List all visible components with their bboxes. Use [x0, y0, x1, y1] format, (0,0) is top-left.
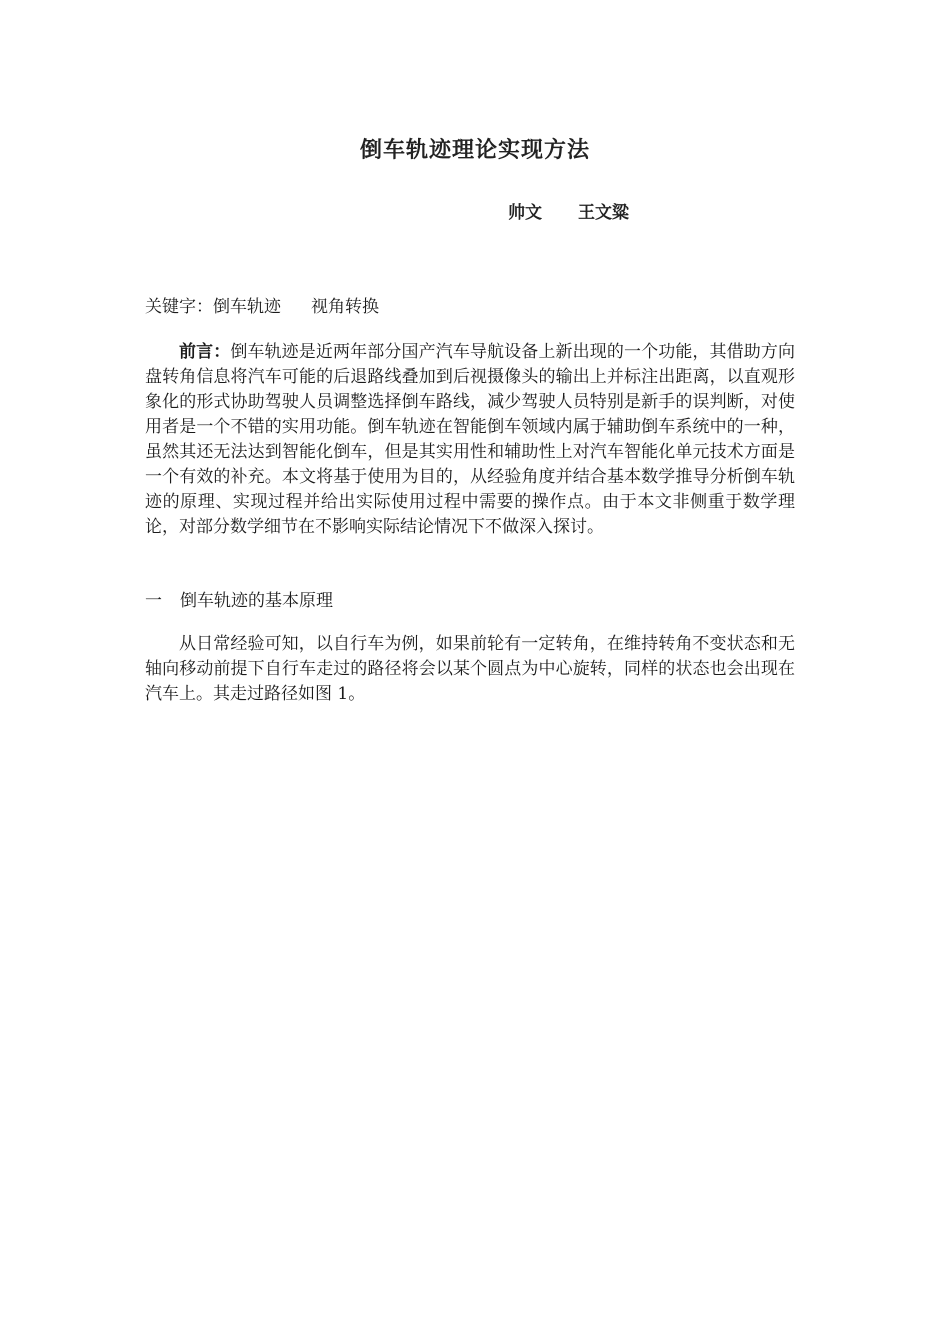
document-title: 倒车轨迹理论实现方法 — [359, 137, 590, 163]
preface-text: 倒车轨迹是近两年部分国产汽车导航设备上新出现的一个功能，其借助方向盘转角信息将汽车可能的后退路线叠加到后视摄像头的输出上并标注出距离，以直观形象化的形式协助驾驶人员调整选择倒车路线，减少驾驶人员特别是新手的误判断，对使用者是一个不错的实用功能。倒车轨迹在智能倒车领域内属于辅助倒车系统中的一种，虽然其还无法达到智能化倒车，但是其实用性和辅助性上对汽车智能化单元技术方面是一个有效的补充。本文将基于使用为目的，从经验角度并结合基本数学推导分析倒车轨迹的原理、实现过程并给出实际使用过程中需要的操作点。由于本文非侧重于数学理论，对部分数学细节在不影响实际结论情况下不做深入探讨。 — [145, 342, 795, 537]
section-heading — [145, 586, 333, 611]
author-name: 帅文 — [508, 203, 542, 223]
author-line — [508, 198, 629, 223]
keyword: 视角转换 — [311, 297, 379, 317]
section-title: 倒车轨迹的基本原理 — [180, 591, 333, 611]
preface-paragraph — [145, 340, 795, 540]
preface-label: 前言： — [179, 342, 231, 362]
keywords-line — [145, 292, 379, 317]
section-number: 一 — [145, 591, 162, 611]
keywords-label: 关键字： — [145, 297, 213, 317]
section-body-paragraph: 从日常经验可知，以自行车为例，如果前轮有一定转角，在维持转角不变状态和无轴向移动前提下自行车走过的路径将会以某个圆点为中心旋转，同样的状态也会出现在汽车上。其走过路径如图 1。 — [145, 634, 795, 704]
author-name: 王文粱 — [578, 203, 629, 223]
keyword: 倒车轨迹 — [213, 297, 281, 317]
